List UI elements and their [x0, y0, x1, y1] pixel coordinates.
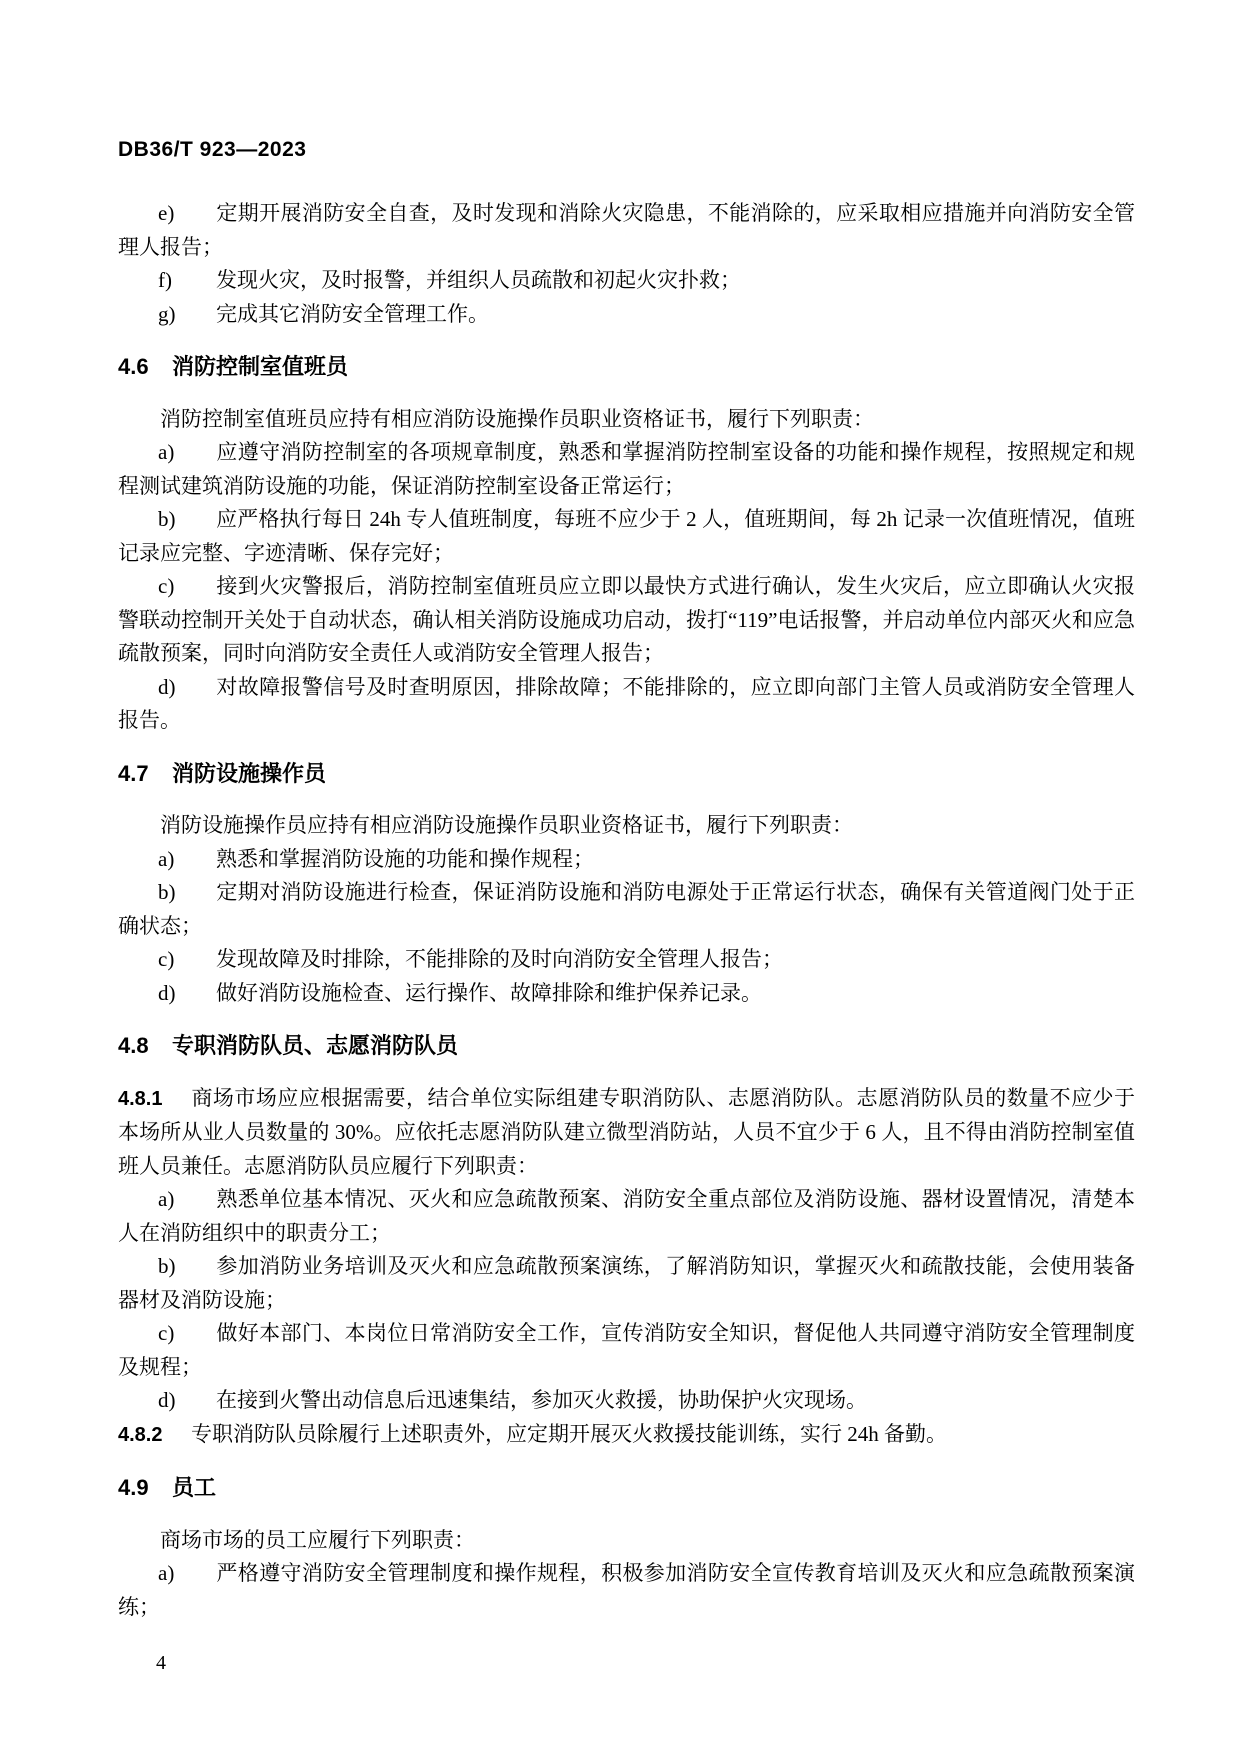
section-title: 消防设施操作员	[172, 760, 327, 786]
page-number: 4	[156, 1652, 166, 1674]
clause-4-8-2	[118, 1418, 1135, 1453]
list-item-c	[118, 943, 1135, 977]
clause-number: 4.8.1	[118, 1087, 163, 1110]
list-item-label: d)	[158, 980, 176, 1005]
standard-code-header: DB36/T 923—2023	[118, 138, 307, 161]
list-item-label: b)	[158, 1254, 176, 1278]
list-item-text: 应遵守消防控制室的各项规章制度，熟悉和掌握消防控制室设备的功能和操作规程，按照规定和规程测试建筑消防设施的功能，保证消防控制室设备正常运行；	[118, 440, 1135, 498]
list-item-label: a)	[158, 1561, 175, 1585]
list-item-text: 熟悉和掌握消防设施的功能和操作规程；	[216, 846, 594, 871]
list-item-text: 发现火灾，及时报警，并组织人员疏散和初起火灾扑救；	[216, 268, 741, 292]
list-item-label: c)	[158, 574, 175, 598]
clause-text: 专职消防队员除履行上述职责外，应定期开展灭火救援技能训练，实行 24h 备勤。	[191, 1421, 947, 1446]
list-item-label: e)	[158, 201, 175, 225]
list-item-text: 接到火灾警报后，消防控制室值班员应立即以最快方式进行确认，发生火灾后，应立即确认火灾报警联动控制开关处于自动状态，确认相关消防设施成功启动，拨打“119”电话报警，并启动单位内部灭火和应急疏散预案，同时向消防安全责任人或消防安全管理人报告；	[118, 574, 1135, 665]
section-title: 员工	[172, 1475, 217, 1500]
paragraph-4-9-intro: 商场市场的员工应履行下列职责：	[160, 1527, 475, 1552]
list-item-e	[118, 197, 1135, 264]
list-item-label: c)	[158, 1321, 175, 1345]
list-item-label: b)	[158, 507, 176, 531]
section-number: 4.6	[118, 354, 149, 379]
list-item-d	[118, 671, 1135, 738]
clause-text: 商场市场应应根据需要，结合单位实际组建专职消防队、志愿消防队。志愿消防队员的数量不应少于本场所从业人员数量的 30%。应依托志愿消防队建立微型消防站，人员不宜少于 6 人，且不得由消防控制室值班人员兼任。志愿消防队员应履行下列职责：	[118, 1085, 1135, 1178]
paragraph-4-7-intro: 消防设施操作员应持有相应消防设施操作员职业资格证书，履行下列职责：	[160, 813, 853, 837]
section-heading-4-8	[118, 1029, 1135, 1063]
list-item-text: 做好本部门、本岗位日常消防安全工作，宣传消防安全知识，督促他人共同遵守消防安全管理制度及规程；	[118, 1321, 1135, 1379]
list-item-label: d)	[158, 674, 176, 699]
list-item-label: a)	[158, 846, 175, 871]
section-heading-4-9	[118, 1471, 1135, 1505]
paragraph-4-6-intro: 消防控制室值班员应持有相应消防设施操作员职业资格证书，履行下列职责：	[160, 406, 874, 431]
document-body	[118, 197, 1135, 1624]
list-item-text: 做好消防设施检查、运行操作、故障排除和维护保养记录。	[216, 980, 762, 1005]
list-item-label: b)	[158, 880, 176, 904]
list-item-a	[118, 436, 1135, 503]
list-item-b	[118, 876, 1135, 943]
list-item-label: d)	[158, 1388, 176, 1412]
list-item-label: a)	[158, 1187, 175, 1211]
list-item-text: 发现故障及时排除，不能排除的及时向消防安全管理人报告；	[216, 947, 783, 971]
list-item-b	[118, 503, 1135, 570]
list-item-a	[118, 843, 1135, 877]
list-item-b	[118, 1250, 1135, 1317]
list-item-c	[118, 570, 1135, 671]
section-heading-4-6	[118, 350, 1135, 384]
clause-4-8-1	[118, 1082, 1135, 1184]
list-item-text: 完成其它消防安全管理工作。	[216, 301, 489, 326]
list-item-text: 对故障报警信号及时查明原因，排除故障；不能排除的，应立即向部门主管人员或消防安全管理人报告。	[118, 674, 1135, 732]
list-item-label: a)	[158, 440, 175, 464]
list-item-d	[118, 1384, 1135, 1418]
section-title: 消防控制室值班员	[172, 354, 349, 379]
list-item-text: 应严格执行每日 24h 专人值班制度，每班不应少于 2 人，值班期间，每 2h 记录一次值班情况，值班记录应完整、字迹清晰、保存完好；	[118, 507, 1135, 565]
list-item-label: c)	[158, 947, 175, 971]
list-item-text: 熟悉单位基本情况、灭火和应急疏散预案、消防安全重点部位及消防设施、器材设置情况，清楚本人在消防组织中的职责分工；	[118, 1187, 1135, 1245]
list-item-a	[118, 1557, 1135, 1624]
section-number: 4.9	[118, 1475, 149, 1500]
list-item-d	[118, 977, 1135, 1011]
section-number: 4.7	[118, 760, 149, 786]
list-item-text: 参加消防业务培训及灭火和应急疏散预案演练，了解消防知识，掌握灭火和疏散技能，会使用装备器材及消防设施；	[118, 1254, 1135, 1312]
list-item-g	[118, 298, 1135, 332]
list-item-text: 定期对消防设施进行检查，保证消防设施和消防电源处于正常运行状态，确保有关管道阀门处于正确状态；	[118, 880, 1135, 938]
section-heading-4-7	[118, 757, 1135, 791]
section-number: 4.8	[118, 1033, 149, 1058]
list-item-text: 定期开展消防安全自查，及时发现和消除火灾隐患，不能消除的，应采取相应措施并向消防安全管理人报告；	[118, 201, 1135, 259]
list-item-label: f)	[158, 268, 172, 292]
list-item-text: 在接到火警出动信息后迅速集结，参加灭火救援，协助保护火灾现场。	[216, 1388, 867, 1412]
list-item-f	[118, 264, 1135, 298]
list-item-c	[118, 1317, 1135, 1384]
list-item-a	[118, 1183, 1135, 1250]
section-title: 专职消防队员、志愿消防队员	[172, 1033, 459, 1058]
list-item-text: 严格遵守消防安全管理制度和操作规程，积极参加消防安全宣传教育培训及灭火和应急疏散预案演练；	[118, 1561, 1135, 1619]
list-item-label: g)	[158, 301, 176, 326]
clause-number: 4.8.2	[118, 1423, 163, 1446]
